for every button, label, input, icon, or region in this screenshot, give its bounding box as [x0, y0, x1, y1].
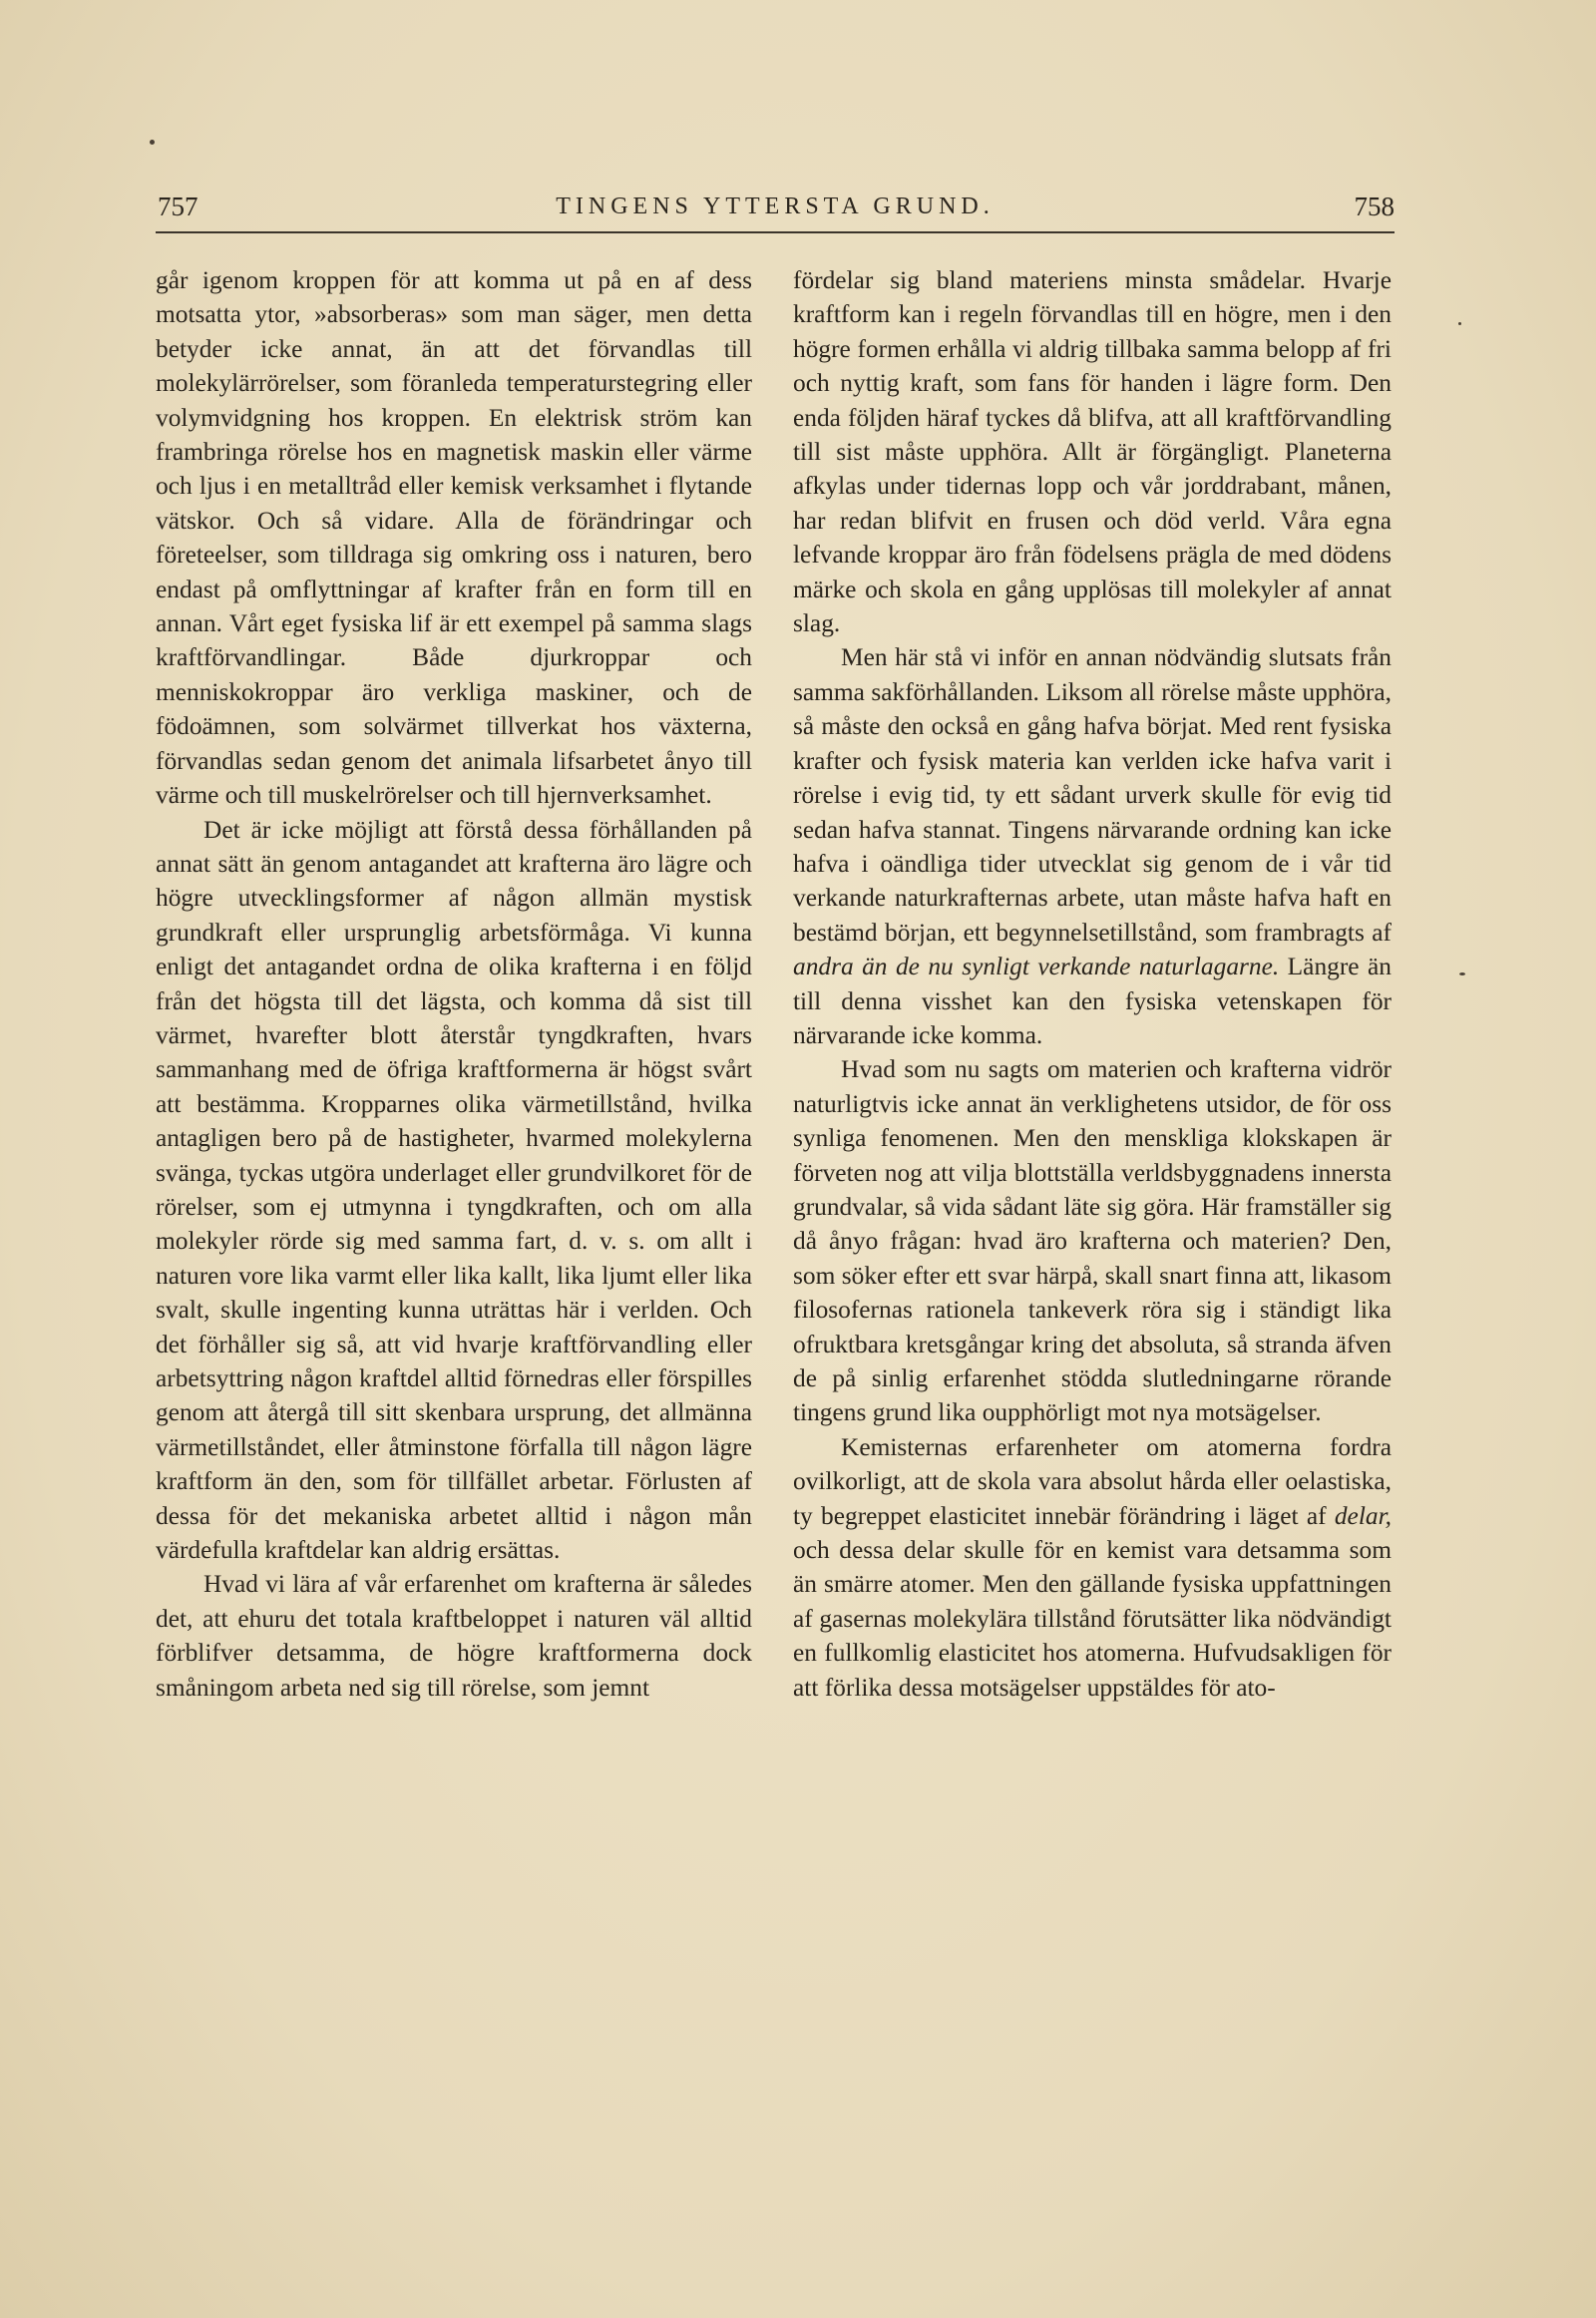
paragraph: Hvad vi lära af vår erfarenhet om krafterna är således det, att ehuru det totala kraftbeloppet i naturen väl alltid förblifver detsamma, de högre kraftformerna dock småningom arbeta ned sig till rörelse, som jemnt: [156, 1570, 752, 1702]
running-header: [156, 192, 1395, 233]
left-text-column: [156, 263, 752, 1705]
running-title: TINGENS YTTERSTA GRUND.: [556, 193, 995, 219]
paper-speck: [1458, 322, 1461, 325]
text-run: Kemisternas erfarenheter om atomerna fordra ovilkorligt, att de skola vara absolut hårda eller oelastiska, ty begreppet elasticitet innebär förändring i läget af: [793, 1432, 1392, 1530]
paper-speck: [1459, 972, 1465, 975]
paragraph: [793, 1430, 1392, 1705]
left-page-number: 757: [158, 192, 199, 221]
paragraph: fördelar sig bland materiens minsta smådelar. Hvarje kraftform kan i regeln förvandlas till en högre, men i den högre formen erhålla vi aldrig tillbaka samma belopp af fri och nyttig kraft, som fans för handen i lägre form. Den enda följden häraf tyckes då blifva, att all kraftförvandling till sist måste upphöra. Allt är förgängligt. Planeterna afkylas under tidernas lopp och vår jorddrabant, månen, har redan blifvit en frusen och död verld. Våra egna lefvande kroppar äro från födelsens prägla de med dödens märke och skola en gång upplösas till molekyler af annat slag.: [793, 266, 1392, 638]
text-run: Men här stå vi inför en annan nödvändig slutsats från samma sakförhållanden. Liksom all rörelse måste upphöra, så måste den också en gång hafva börjat. Med rent fysiska krafter och fysisk materia kan verlden icke hafva varit i rörelse i evig tid, ty ett sådant urverk skulle för evig tid sedan hafva stannat. Tingens närvarande ordning kan icke hafva i oändliga tider utvecklat sig genom de i vår tid verkande naturkrafternas arbete, utan måste hafva haft en bestämd början, ett begynnelsetillstånd, som frambragts af: [793, 643, 1392, 947]
paper-speck: [150, 140, 155, 145]
paragraph: [793, 640, 1392, 1052]
italic-word: delar,: [1334, 1501, 1392, 1530]
text-run: Längre än till denna visshet kan den fysiska vetenskapen för närvarande icke komma.: [793, 953, 1392, 1049]
right-page-number: 758: [1354, 192, 1395, 221]
paragraph: Hvad som nu sagts om materien och krafterna vidrör naturligtvis icke annat än verklighetens utsidor, de för oss synliga fenomenen. Men den menskliga klokskapen är förveten nog att vilja blottställa verldsbyggnadens innersta grundvalar, så vida sådant läte sig göra. Här framställer sig då ånyo frågan: hvad äro krafterna och materien? Den, som söker efter ett svar härpå, skall snart finna att, likasom filosofernas rationela tankeverk röra sig i ständigt lika ofruktbara kretsgångar kring det absoluta, så stranda äfven de på sinlig erfarenhet stödda slutledningarne rörande tingens grund lika oupphörligt mot nya motsägelser.: [793, 1055, 1392, 1427]
paragraph: går igenom kroppen för att komma ut på en af dess motsatta ytor, »absorberas» som man säger, men detta betyder icke annat, än att det förvandlas till molekylärrörelser, som föranleda temperaturstegring eller volymvidgning hos kroppen. En elektrisk ström kan frambringa rörelse hos en magnetisk maskin eller värme och ljus i en metalltråd eller kemisk verksamhet i flytande vätskor. Och så vidare. Alla de förändringar och företeelser, som tilldraga sig omkring oss i naturen, bero endast på omflyttningar af krafter från en form till en annan. Vårt eget fysiska lif är ett exempel på samma slags kraftförvandlingar. Både djurkroppar och menniskokroppar äro verkliga maskiner, och de födoämnen, som solvärmet tillverkat hos växterna, förvandlas sedan genom det animala lifsarbetet ånyo till värme och till muskelrörelser och till hjernverksamhet.: [156, 266, 752, 810]
paragraph: Det är icke möjligt att förstå dessa förhållanden på annat sätt än genom antagandet att krafterna äro lägre och högre utvecklingsformer af någon allmän mystisk grundkraft eller ursprunglig arbetsförmåga. Vi kunna enligt det antagandet ordna de olika krafterna i en följd från det högsta till det lägsta, och komma då sist till värmet, hvarefter blott återstår tyngdkraften, hvars sammanhang med de öfriga kraftformerna är högst svårt att bestämma. Kropparnes olika värmetillstånd, hvilka antagligen bero på de hastigheter, hvarmed molekylerna svänga, tyckas utgöra underlaget eller grundvilkoret för de rörelser, som ej utmynna i tyngdkraften, och om alla molekyler rörde sig med samma fart, d. v. s. om allt i naturen vore lika varmt eller lika kallt, lika ljumt eller lika svalt, skulle ingenting kunna uträttas här i verlden. Och det förhåller sig så, att vid hvarje kraftförvandling eller arbetsyttring någon kraftdel alltid förnedras eller förspilles genom att återgå till sitt skenbara ursprung, det allmänna värmetillståndet, eller åtminstone förfalla till någon lägre kraftform än den, som för tillfället arbetar. Förlusten af dessa för det mekaniska arbetet alltid i någon mån värdefulla kraftdelar kan aldrig ersättas.: [156, 815, 752, 1565]
text-run: och dessa delar skulle för en kemist vara detsamma som än smärre atomer. Men den gällande fysiska uppfattningen af gasernas molekylära tillstånd förutsätter lika nödvändigt en fullkomlig elasticitet hos atomerna. Hufvudsakligen för att förlika dessa motsägelser uppstäldes för ato-: [793, 1536, 1392, 1702]
right-text-column: [793, 263, 1392, 1705]
italic-phrase: andra än de nu synligt verkande naturlagarne.: [793, 953, 1280, 981]
